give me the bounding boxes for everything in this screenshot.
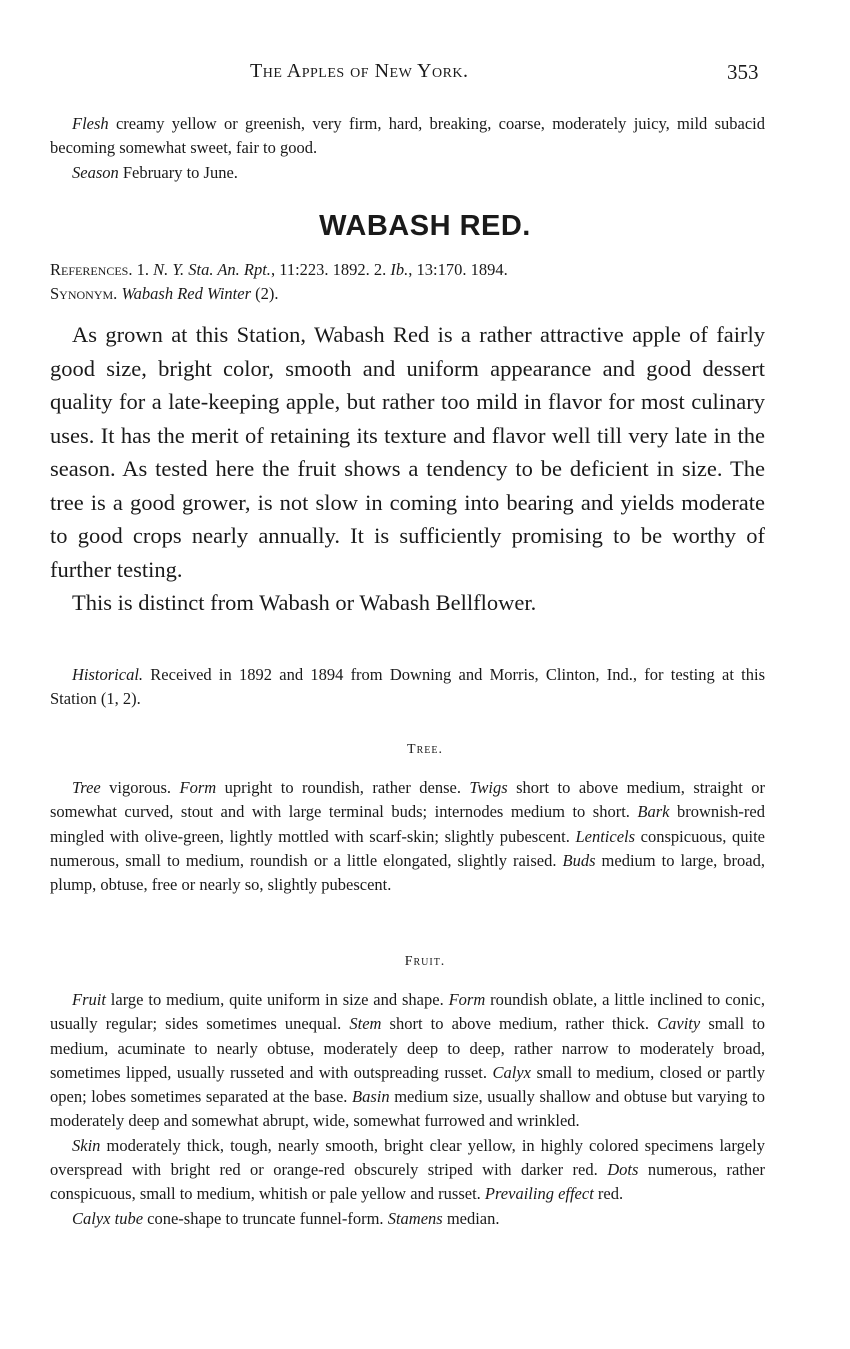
running-title: The Apples of New York.	[250, 60, 469, 82]
paragraph	[50, 112, 765, 161]
italic-term: Wabash Red Winter	[121, 284, 251, 304]
text-run: roundish oblate, a little inclined to conic, usually regular; sides sometimes unequal.	[50, 990, 765, 1034]
text-run: median.	[442, 1208, 500, 1228]
text-run: moderately thick, tough, nearly smooth, bright clear yellow, in highly colored specimens largely overspread with bright red or orange-red obscurely striped with darker red.	[50, 1135, 765, 1180]
text-run: As grown at this Station, Wabash Red is a rather attractive apple of fairly good size, bright color, smooth and uniform appearance and good dessert quality for a late-keeping apple, but rather too mild in flavor for most culinary uses. It has the merit of retaining its texture and flavor well till very late in the season. As tested here the fruit shows a tendency to be deficient in size. The tree is a good grower, is not slow in coming into bearing and yields moderate to good crops nearly annually. It is sufficiently promising to be worthy of further testing.	[50, 322, 765, 582]
text-run: vigorous.	[100, 778, 180, 797]
intro-section	[50, 112, 765, 185]
italic-term: Calyx tube	[72, 1208, 144, 1228]
tree-section	[50, 776, 765, 897]
text-run: medium size, usually shallow and obtuse but varying to moderately deep and somewhat abrupt, wide, somewhat furrowed and wrinkled.	[50, 1087, 765, 1131]
page-number: 353	[727, 60, 759, 84]
text-run: short to above medium, rather thick.	[381, 1014, 658, 1034]
paragraph	[50, 258, 765, 282]
italic-term: Calyx	[492, 1062, 531, 1082]
italic-term: Flesh	[72, 114, 109, 133]
text-run: red.	[593, 1184, 624, 1204]
text-run: February to June.	[118, 162, 238, 182]
tree-heading: Tree.	[407, 742, 443, 757]
italic-term: Dots	[607, 1160, 639, 1180]
italic-term: Stamens	[387, 1208, 443, 1228]
historical-section	[50, 663, 765, 712]
italic-term: Buds	[562, 850, 596, 870]
italic-term: Basin	[352, 1087, 390, 1107]
text-run: 1.	[132, 260, 154, 279]
text-run: short to above medium, straight or somewhat curved, stout and with large terminal buds; internodes medium to short.	[50, 778, 766, 822]
text-run: small to medium, closed or partly open; lobes sometimes separated at the base.	[50, 1062, 765, 1107]
italic-term: Season	[72, 162, 119, 182]
text-run: creamy yellow or greenish, very firm, hard, breaking, coarse, moderately juicy, mild subacid becoming somewhat sweet, fair to good.	[50, 114, 765, 158]
italic-term: N. Y. Sta. An. Rpt.	[153, 260, 271, 279]
paragraph	[50, 663, 765, 712]
paragraph	[50, 282, 765, 306]
italic-term: Historical.	[72, 665, 144, 684]
paragraph	[50, 318, 765, 586]
references-section	[50, 258, 765, 307]
italic-term: Twigs	[469, 778, 508, 797]
fruit-section	[50, 988, 765, 1231]
variety-title: WABASH RED.	[319, 210, 531, 242]
italic-term: Ib.	[390, 260, 409, 279]
paragraph	[50, 586, 765, 620]
paragraph	[50, 776, 765, 897]
label-term: Synonym.	[50, 284, 118, 304]
italic-term: Form	[448, 990, 486, 1009]
text-run: upright to roundish, rather dense.	[216, 778, 470, 797]
italic-term: Stem	[349, 1014, 382, 1034]
fruit-heading: Fruit.	[404, 954, 446, 969]
text-run: cone-shape to truncate funnel-form.	[143, 1208, 388, 1228]
text-run: large to medium, quite uniform in size and shape.	[105, 990, 449, 1009]
text-run: medium to large, broad, plump, obtuse, free or nearly so, slightly pubescent.	[50, 850, 766, 895]
label-term: References.	[50, 260, 133, 279]
italic-term: Lenticels	[575, 826, 636, 846]
description-section	[50, 318, 765, 620]
paragraph	[50, 1134, 765, 1207]
text-run: (2).	[251, 284, 279, 304]
text-run: numerous, rather conspicuous, small to medium, whitish or pale yellow and russet.	[50, 1160, 765, 1204]
italic-term: Cavity	[657, 1014, 701, 1034]
text-run: This is distinct from Wabash or Wabash Bellflower.	[72, 590, 537, 615]
italic-term: Tree	[72, 778, 101, 797]
text-run: small to medium, acuminate to nearly obtuse, moderately deep to deep, rather narrow to moderately broad, sometimes lipped, usually russeted and with outspreading russet.	[50, 1014, 765, 1082]
text-run: , 11:223. 1892. 2.	[270, 260, 391, 279]
italic-term: Form	[179, 778, 217, 797]
paragraph	[50, 161, 765, 185]
text-run: Received in 1892 and 1894 from Downing and Morris, Clinton, Ind., for testing at this Station (1, 2).	[50, 665, 765, 709]
paragraph	[50, 1207, 765, 1231]
italic-term: Skin	[72, 1135, 101, 1155]
italic-term: Prevailing effect	[484, 1184, 594, 1204]
text-run: conspicuous, quite numerous, small to medium, roundish or a little elongated, slightly raised.	[50, 826, 765, 870]
italic-term: Fruit	[72, 990, 106, 1009]
text-run: , 13:170. 1894.	[408, 260, 508, 279]
italic-term: Bark	[637, 802, 670, 822]
paragraph	[50, 988, 765, 1134]
text-run: brownish-red mingled with olive-green, lightly mottled with scarf-skin; slightly pubescent.	[50, 802, 765, 846]
